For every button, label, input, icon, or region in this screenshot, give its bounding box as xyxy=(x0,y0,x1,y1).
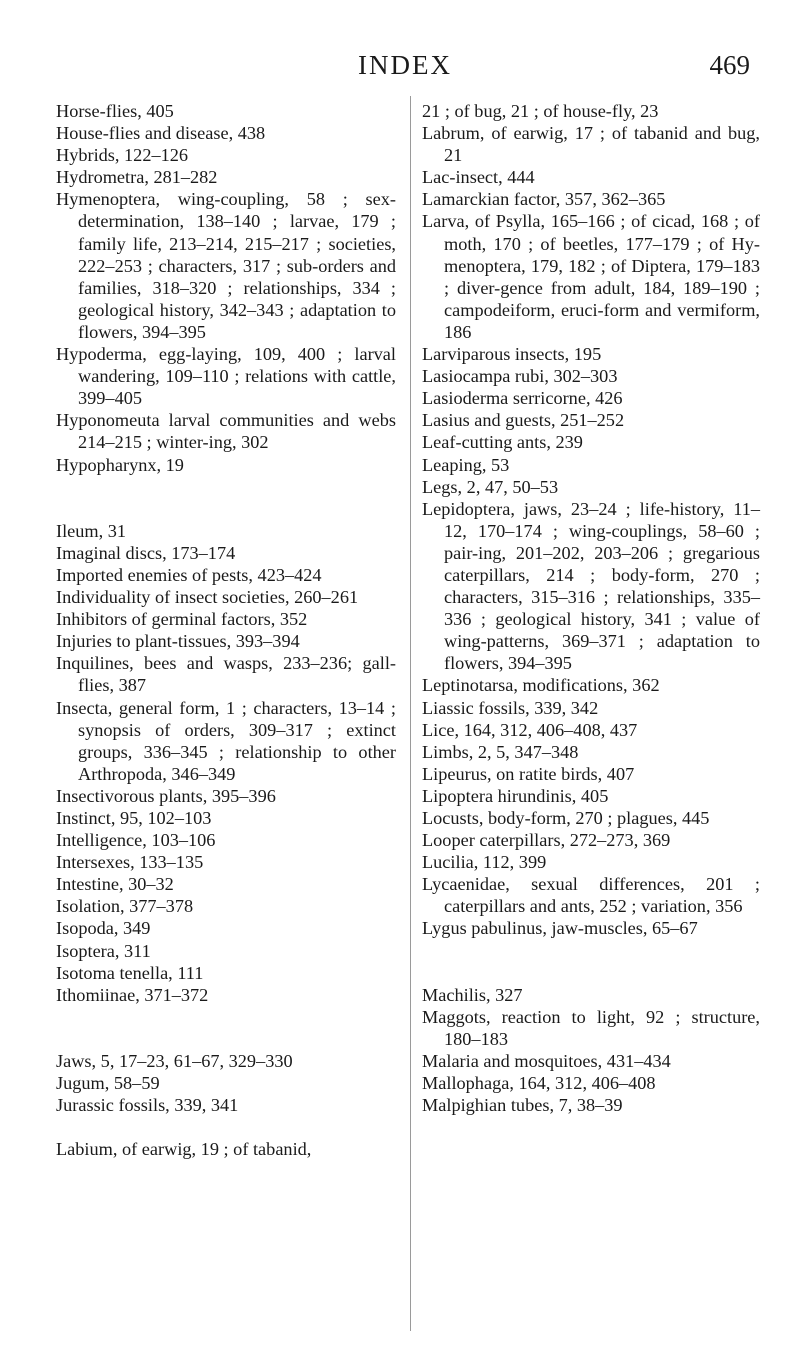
index-entry: Individuality of insect societies, 260–261 xyxy=(56,587,359,608)
section-gap xyxy=(56,1006,396,1028)
index-entry: Isopoda, 349 xyxy=(56,918,151,939)
index-entry: Imported enemies of pests, 423–424 xyxy=(56,564,322,585)
column-divider xyxy=(410,96,411,1331)
index-entry: Liassic fossils, 339, 342 xyxy=(422,697,599,718)
index-entry: Hymenoptera, wing-coupling, 58 ; sex-determination, 138–140 ; larvae, 179 ; family life, 213–214, 215–217 ; societies, 222–253 ; characters, 317 ; sub-orders and families, 318–320 ; relationships, 334 ; geological history, 342–343 ; adaptation to flowers, 394–395 xyxy=(56,189,396,342)
index-entry: Lamarckian factor, 357, 362–365 xyxy=(422,189,666,210)
index-entry: Lasius and guests, 251–252 xyxy=(422,410,625,431)
index-entry: 21 ; of bug, 21 ; of house-fly, 23 xyxy=(422,101,659,121)
index-entry: Ileum, 31 xyxy=(56,520,127,541)
index-entry: Lucilia, 112, 399 xyxy=(422,852,547,873)
index-entry: Leaping, 53 xyxy=(422,454,510,475)
index-entry: Lasioderma serricorne, 426 xyxy=(422,388,623,409)
index-entry: Hypopharynx, 19 xyxy=(56,454,184,475)
page-title: INDEX xyxy=(358,50,452,80)
index-entry: House-flies and disease, 438 xyxy=(56,123,266,144)
section-gap xyxy=(56,1028,396,1050)
index-entry: Larva, of Psylla, 165–166 ; of cicad, 168 ; of moth, 170 ; of beetles, 177–179 ; of Hy-menoptera, 179, 182 ; of Diptera, 179–183 ; diver-gence from adult, 184, 189–190 ; campodeiform, eruci-form and vermiform, 186 xyxy=(422,211,760,342)
index-entry: Lipeurus, on ratite birds, 407 xyxy=(422,763,635,784)
index-entry: Intestine, 30–32 xyxy=(56,874,174,895)
index-entry: Malpighian tubes, 7, 38–39 xyxy=(422,1095,623,1116)
index-entry: Malaria and mosquitoes, 431–434 xyxy=(422,1051,671,1072)
section-gap xyxy=(422,940,760,962)
index-entry: Jugum, 58–59 xyxy=(56,1073,160,1094)
index-entry: Lasiocampa rubi, 302–303 xyxy=(422,366,618,387)
section-gap xyxy=(56,476,396,498)
index-entry: Lygus pabulinus, jaw-muscles, 65–67 xyxy=(422,918,698,939)
index-entry: Looper caterpillars, 272–273, 369 xyxy=(422,830,671,851)
index-entry: Jurassic fossils, 339, 341 xyxy=(56,1095,239,1116)
index-entry: Intersexes, 133–135 xyxy=(56,852,204,873)
index-entry: Ithomiinae, 371–372 xyxy=(56,984,209,1005)
index-entry: Hyponomeuta larval communities and webs 214–215 ; winter-ing, 302 xyxy=(56,410,396,453)
index-entry: Lipoptera hirundinis, 405 xyxy=(422,785,609,806)
index-entry: Lycaenidae, sexual differences, 201 ; caterpillars and ants, 252 ; variation, 356 xyxy=(422,874,760,917)
index-entry: Leaf-cutting ants, 239 xyxy=(422,432,583,453)
index-entry: Lac-insect, 444 xyxy=(422,167,535,188)
index-entry: Horse-flies, 405 xyxy=(56,101,174,121)
index-entry: Machilis, 327 xyxy=(422,984,523,1005)
index-entry: Insectivorous plants, 395–396 xyxy=(56,785,276,806)
index-column-left xyxy=(56,100,396,1161)
index-entry: Hypoderma, egg-laying, 109, 400 ; larval wandering, 109–110 ; relations with cattle, 399–405 xyxy=(56,344,396,409)
index-entry: Jaws, 5, 17–23, 61–67, 329–330 xyxy=(56,1051,293,1072)
index-entry: Isoptera, 311 xyxy=(56,940,151,961)
index-entry: Isolation, 377–378 xyxy=(56,896,194,917)
index-entry: Inquilines, bees and wasps, 233–236; gall-flies, 387 xyxy=(56,653,396,696)
index-entry: Lepidoptera, jaws, 23–24 ; life-history, 11–12, 170–174 ; wing-couplings, 58–60 ; pair-ing, 201–202, 203–206 ; gregarious caterpillars, 214 ; body-form, 270 ; characters, 315–316 ; relationships, 335–336 ; geological history, 341 ; value of wing-patterns, 369–371 ; adaptation to flowers, 394–395 xyxy=(422,498,760,674)
page-number: 469 xyxy=(709,50,750,80)
index-entry: Lice, 164, 312, 406–408, 437 xyxy=(422,719,638,740)
index-entry: Limbs, 2, 5, 347–348 xyxy=(422,741,579,762)
index-entry: Intelligence, 103–106 xyxy=(56,830,216,851)
section-gap xyxy=(422,962,760,984)
index-entry: Legs, 2, 47, 50–53 xyxy=(422,476,559,497)
index-entry: Labrum, of earwig, 17 ; of tabanid and bug, 21 xyxy=(422,123,760,166)
index-column-right xyxy=(422,100,760,1116)
index-entry: Locusts, body-form, 270 ; plagues, 445 xyxy=(422,808,710,828)
index-entry: Leptinotarsa, modifications, 362 xyxy=(422,675,660,696)
index-entry: Insecta, general form, 1 ; characters, 13–14 ; synopsis of orders, 309–317 ; extinct groups, 336–345 ; relationship to other Arthropoda, 346–349 xyxy=(56,697,396,784)
section-gap xyxy=(56,1116,396,1138)
index-entry: Instinct, 95, 102–103 xyxy=(56,808,212,828)
index-entry: Hybrids, 122–126 xyxy=(56,145,189,166)
page-header xyxy=(60,50,750,90)
index-entry: Injuries to plant-tissues, 393–394 xyxy=(56,631,300,652)
index-entry: Hydrometra, 281–282 xyxy=(56,167,218,188)
index-entry: Labium, of earwig, 19 ; of tabanid, xyxy=(56,1139,312,1160)
index-entry: Larviparous insects, 195 xyxy=(422,344,602,365)
index-entry: Imaginal discs, 173–174 xyxy=(56,542,236,563)
section-gap xyxy=(56,498,396,520)
index-entry: Inhibitors of germinal factors, 352 xyxy=(56,609,308,630)
index-entry: Mallophaga, 164, 312, 406–408 xyxy=(422,1073,656,1094)
index-entry: Isotoma tenella, 111 xyxy=(56,962,204,983)
index-entry: Maggots, reaction to light, 92 ; structure, 180–183 xyxy=(422,1006,760,1049)
